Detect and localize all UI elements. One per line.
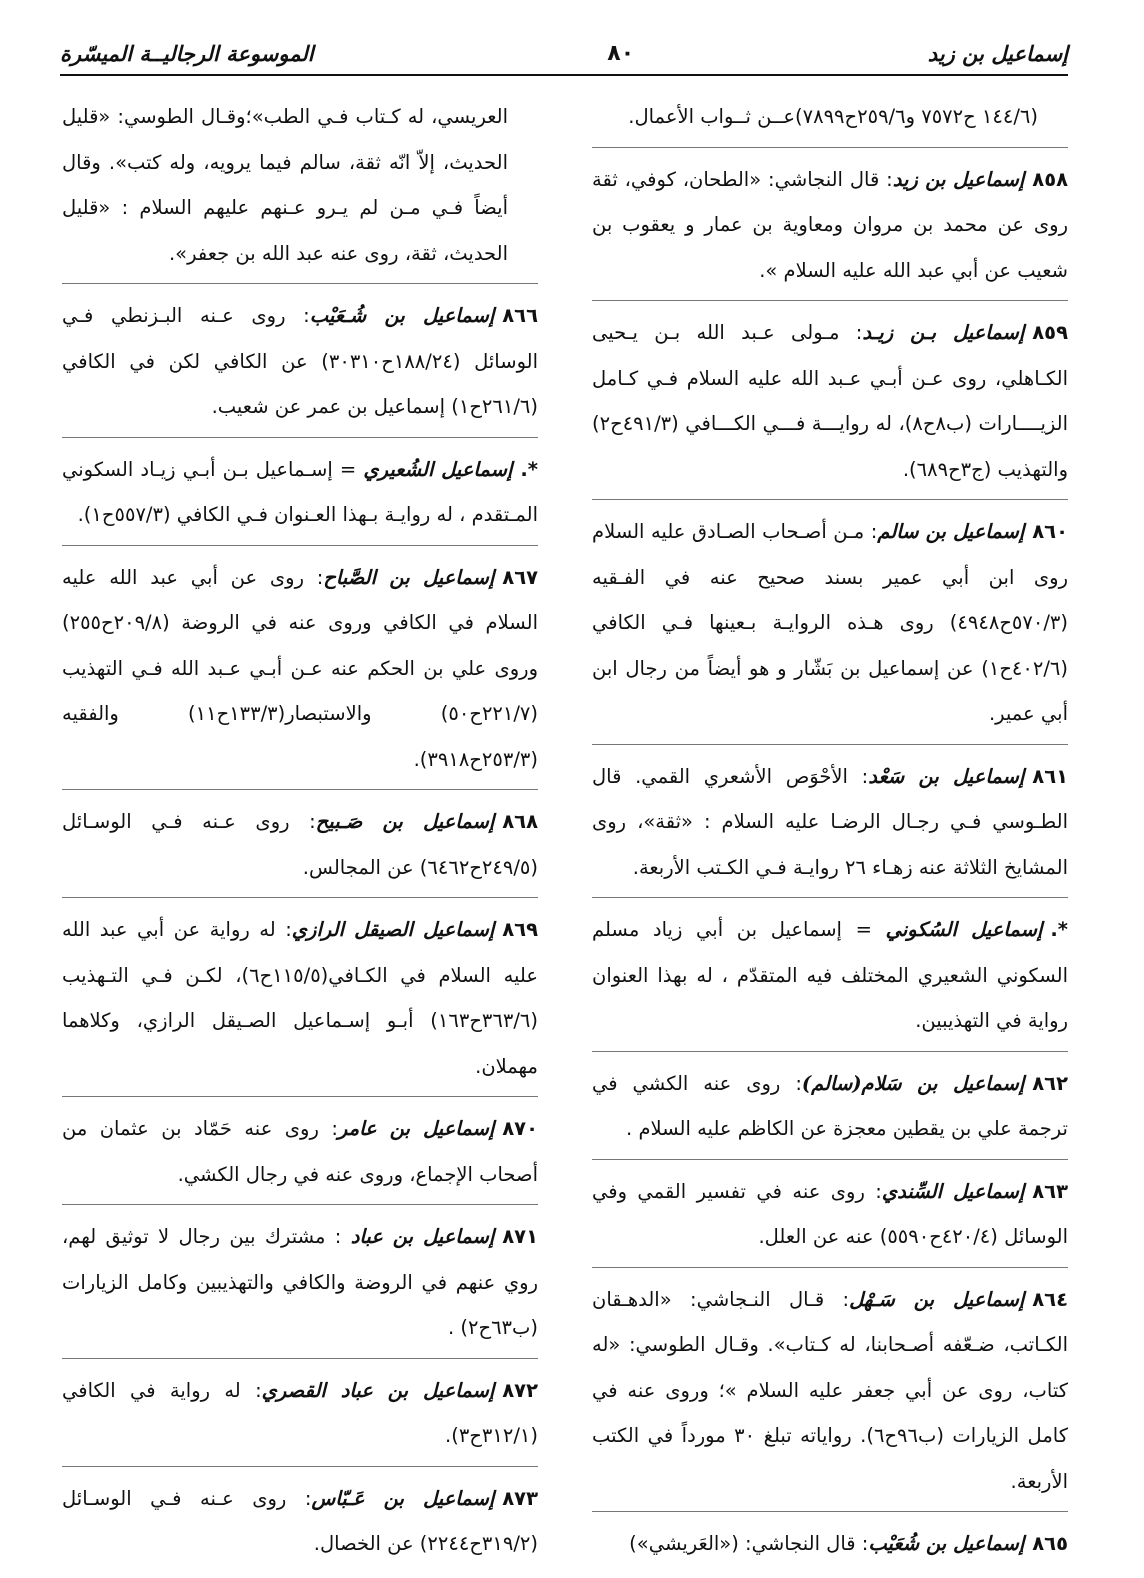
entry-text: : مشترك بين رجال لا توثيق لهم، روي عنهم في الروضة والكافي والتهذيبين وكامل الزيارات (ب٦٣ح٢) . [62,1225,538,1339]
entry-number: ٨٦٢ [1032,1071,1068,1095]
biography-entry [62,1476,538,1574]
entry-number: ٨٦٠ [1032,520,1068,543]
entry-text: : الأحْوَص الأشعري القمي. قال الطـوسي فـي رجـال الرضـا عليه السلام : «ثقة»، روى المشايخ الثلاثة عنه زهـاء ٢٦ روايـة فـي الكـتب الأربعة. [592,764,1068,879]
entry-text: العريسي، له كـتاب فـي الطب»؛وقـال الطوسي: «قليل الحديث، إلاّ انّه ثقة، سالم فيما يرويه، وله كتب». وقال أيضاً فـي مـن لم يـرو عـنهم عليهم السلام : «قليل الحديث، ثقة، روى عنه عبد الله بن جعفر». [62,105,508,265]
entry-number: ٨٧١ [502,1225,538,1248]
biography-entry [62,293,538,438]
narrator-name: إسماعيل بن سَعْد [868,764,1025,788]
biography-entry [62,799,538,898]
biography-entry [592,1521,1068,1574]
narrator-name: إسماعيل بن شُـعَيْب [309,304,495,327]
entry-text: : قال النجاشي: («العَريشي») [629,1532,869,1555]
entry-text: = إسماعيل بن أبي زياد مسلم السكوني الشعيري المختلف فيه المتقدّم ، له بهذا العنوان رواية في التهذيبين. [592,918,1068,1032]
biography-entry [62,94,538,284]
entry-text: : روى عنه حَمّاد بن عثمان من أصحاب الإجماع، وروى عنه في رجال الكشي. [62,1117,538,1186]
biography-entry [62,555,538,791]
entry-text: : روى عن أبي عبد الله عليه السلام في الكافي وروى عنه في الروضة (٢٠٩/٨ح٢٥٥) وروى علي بن الحكم عنه عـن أبـي عـبد الله فـي التهذيب (٢٢١/٧ح٥٠) والاستبصار(١٣٣/٣ح١١) والفقيه (٢٥٣/٣ح٣٩١٨). [62,565,539,771]
biography-entry [592,754,1068,899]
entry-text: : قـال النـجاشي: «الدهـقان الكـاتب، ضـعّفه أصـحابنا، له كـتاب». وقـال الطوسي: «له كتاب، روى عن أبي جعفر عليه السلام »؛ وروى عنه في كامل الزيارات (ب٩٦ح٦). رواياته تبلغ ٣٠ مورداً في الكتب الأربعة. [592,1287,1068,1493]
entry-number: ٨٦٦ [502,304,538,327]
biography-entry [592,1169,1068,1268]
biography-entry [592,94,1068,148]
narrator-name: إسماعيل الصيقل الرازي [291,918,495,941]
right-column [592,94,1069,1555]
page-number: ٨٠ [607,41,635,66]
entry-number: ٨٧٢ [502,1378,538,1402]
entry-text: : روى عـنه فـي الوسـائل (٢٤٩/٥ح٦٤٦٢) عن المجالس. [62,810,538,879]
narrator-name: إسماعيل بن الصَّباح [323,565,495,589]
entry-number: ٨٧٠ [502,1117,538,1140]
entry-text: (١٤٤/٦ ح٧٥٧٢ و٢٥٩/٦ح٧٨٩٩)عــن ثــواب الأعمال. [628,105,1038,128]
narrator-name: إسماعيل بن صَـبيح [315,810,495,833]
narrator-name: إسماعيل بن عامر [337,1117,495,1140]
biography-entry [592,509,1068,745]
entry-number: ٨٦٥ [1032,1532,1068,1555]
entry-text: : روى عنه في تفسير القمي وفي الوسائل (٤٢٠/٤ح٥٥٩٠) عنه عن العلل. [592,1179,1068,1248]
narrator-name: إسماعيل بن شُعَيْب [868,1532,1025,1555]
biography-entry [592,310,1068,500]
left-column [62,94,539,1555]
running-head-left: الموسوعة الرجاليــة الميسّرة [60,41,314,66]
entry-number: ٨٦٩ [502,918,538,941]
biography-entry [592,1061,1068,1160]
narrator-name: إسماعيل بن سالم [877,520,1025,543]
entry-number: ٨٥٩ [1032,321,1068,344]
entry-text: : مـولى عـبد الله بـن يـحيى الكـاهلي، روى عـن أبـي عـبد الله عليه السلام فـي كـامل الزيــــارات (ب٨ح٨)، له روايـــة فـــي الكـــافي (٤٩١/٣ح٢) والتهذيب (ج٣ح٦٨٩). [592,321,1068,481]
entry-text: : روى عـنه البـزنطي فـي الوسائل (١٨٨/٢٤ح٣٠٣١٠) عن الكافي لكن في الكافي (٢٦١/٦ح١) إسماعيل بن عمر عن شعيب. [62,304,539,418]
page-header [60,28,1068,76]
entry-text: : روى عـنه فـي الوسـائل (٣١٩/٢ح٢٢٤٤) عن الخصال. [62,1486,538,1555]
narrator-name: إسماعيل الشُعيري [363,457,513,481]
biography-entry [62,1214,538,1359]
entry-number: ٨٦٧ [502,565,539,589]
entry-text: : قال النجاشي: «الطحان، كوفي، ثقة روى عن محمد بن مروان ومعاوية بن عمار و يعقوب بن شعيب عن أبي عبد الله عليه السلام ». [592,167,1068,282]
biography-entry [62,1368,538,1467]
entry-number: ٨٦٤ [1032,1287,1068,1311]
entry-text: : له رواية في الكافي (٣١٢/١ح٣). [62,1378,538,1447]
entry-number: ٨٧٣ [502,1486,538,1510]
entry-number: ٨٥٨ [1032,167,1069,191]
entry-text: : روى عنه الكشي في ترجمة علي بن يقطين معجزة عن الكاظم عليه السلام . [592,1071,1068,1140]
biography-entry [62,907,538,1097]
narrator-name: إسماعيل بن سَلام(سالم) [801,1071,1025,1095]
biography-entry [592,157,1068,302]
narrator-name: إسماعيل بـن زيـد [862,321,1025,344]
biography-entry [592,1277,1068,1513]
narrator-name: إسماعيل بن عباد القصري [261,1378,495,1402]
narrator-name: إسماعيل السِّندي [881,1179,1025,1203]
entry-number: ٨٦٣ [1032,1179,1068,1203]
entry-number: *. [1050,918,1068,941]
two-column-body [62,94,1069,1555]
entry-number: ٨٦٨ [502,810,538,833]
biography-entry [62,1106,538,1205]
biography-entry [592,907,1068,1052]
entry-text: = إسـماعيل بـن أبـي زيـاد السكوني المـتقدم ، له روايـة بـهذا العـنوان فـي الكافي (٥٥٧/٣ح١). [62,457,538,526]
narrator-name: إسماعيل بن عباد [350,1225,495,1248]
narrator-name: إسماعيل السُكوني [885,918,1043,941]
entry-number: *. [520,457,538,481]
narrator-name: إسماعيل بن عَـبّاس [311,1486,495,1510]
narrator-name: إسماعيل بن سَـهْل [849,1287,1025,1311]
entry-text: : له رواية عن أبي عبد الله عليه السلام في الكـافي(١١٥/٥ح٦)، لكـن فـي التـهذيب (٣٦٣/٦ح١٦٣) أبـو إسـماعيل الصـيقل الرازي، وكلاهما مهملان. [62,918,539,1078]
biography-entry [62,447,538,546]
entry-number: ٨٦١ [1032,764,1069,788]
running-head-right: إسماعيل بن زيد [927,41,1068,66]
narrator-name: إسماعيل بن زيد [892,167,1025,191]
entry-text: : مـن أصـحاب الصـادق عليه السلام روى ابن أبي عمير بسند صحيح عنه في الفـقيه (٥٧٠/٣ح٤٩٤٨) روى هـذه الروايـة بـعينها فـي الكافي (٤٠٢/٦ح١) عن إسماعيل بن بَشّار و هو أيضاً من رجال ابن أبي عمير. [592,520,1068,725]
